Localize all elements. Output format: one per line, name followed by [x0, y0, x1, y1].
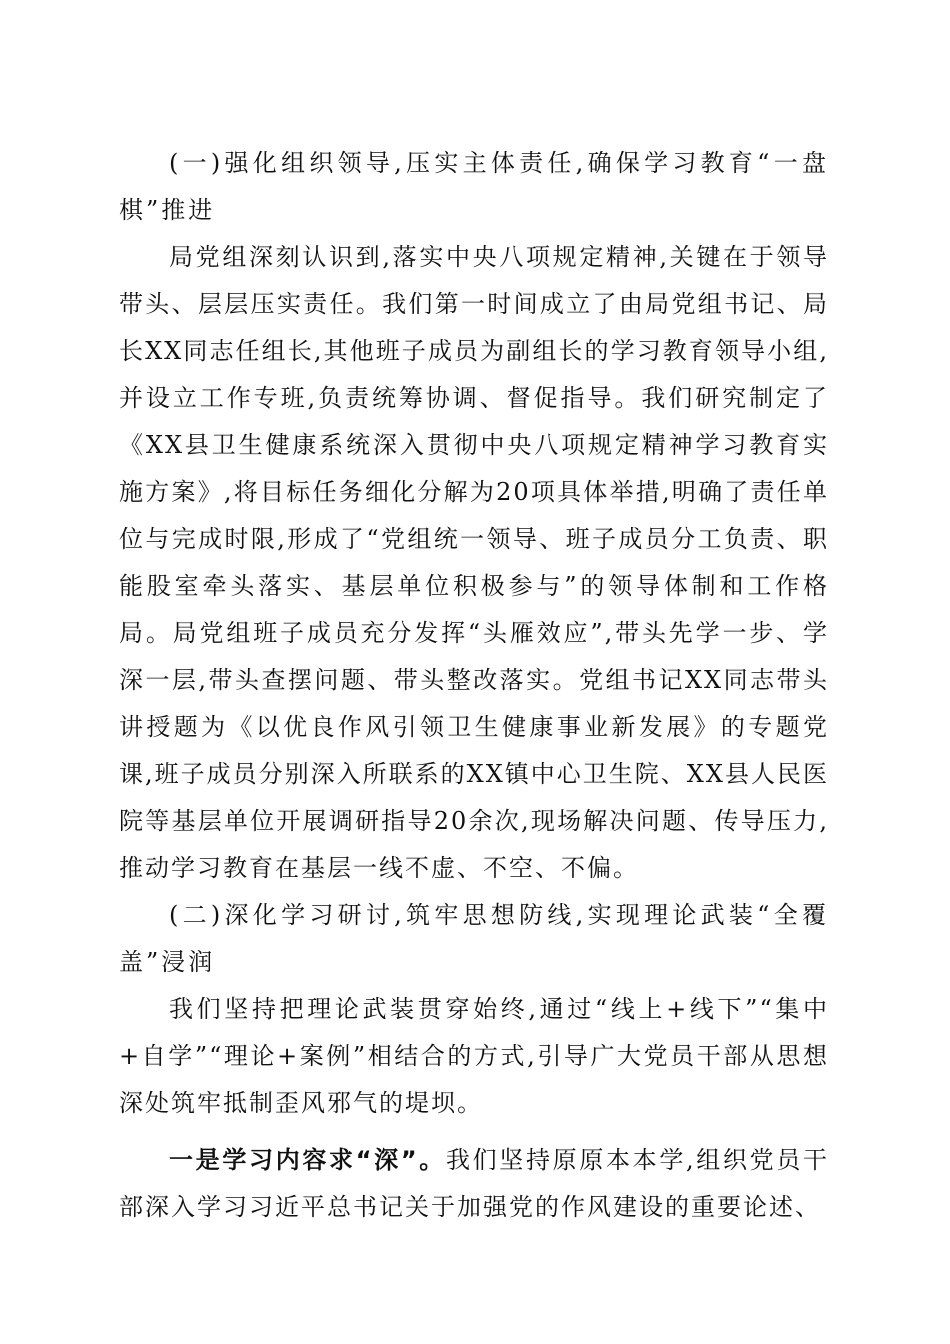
point-1-paragraph [119, 1137, 829, 1231]
point-1-lead: 一是学习内容求“深”。 [169, 1146, 446, 1174]
section-1-heading: (一)强化组织领导,压实主体责任,确保学习教育“一盘棋”推进 [119, 149, 829, 224]
section-1-paragraph: 局党组深刻认识到,落实中央八项规定精神,关键在于领导带头、层层压实责任。我们第一时间成立了由局党组书记、局长XX同志任组长,其他班子成员为副组长的学习教育领导小组,并设立工作专班,负责统筹协调、督促指导。我们研究制定了《XX县卫生健康系统深入贯彻中央八项规定精神学习教育实施方案》,将目标任务细化分解为20项具体举措,明确了责任单位与完成时限,形成了“党组统一领导、班子成员分工负责、职能股室牵头落实、基层单位积极参与”的领导体制和工作格局。局党组班子成员充分发挥“头雁效应”,带头先学一步、学深一层,带头查摆问题、带头整改落实。党组书记XX同志带头讲授题为《以优良作风引领卫生健康事业新发展》的专题党课,班子成员分别深入所联系的XX镇中心卫生院、XX县人民医院等基层单位开展调研指导20余次,现场解决问题、传导压力,推动学习教育在基层一线不虚、不空、不偏。 [119, 243, 829, 882]
point-1-text: 我们坚持原原本本学,组织党员干部深入学习习近平总书记关于加强党的作风建设的重要论述、 [119, 1146, 829, 1221]
section-2-heading: (二)深化学习研讨,筑牢思想防线,实现理论武装“全覆盖”浸润 [119, 901, 829, 976]
document-body [119, 140, 829, 1231]
section-2-paragraph: 我们坚持把理论武装贯穿始终,通过“线上+线下”“集中+自学”“理论+案例”相结合的方式,引导广大党员干部从思想深处筑牢抵制歪风邪气的堤坝。 [119, 995, 829, 1117]
